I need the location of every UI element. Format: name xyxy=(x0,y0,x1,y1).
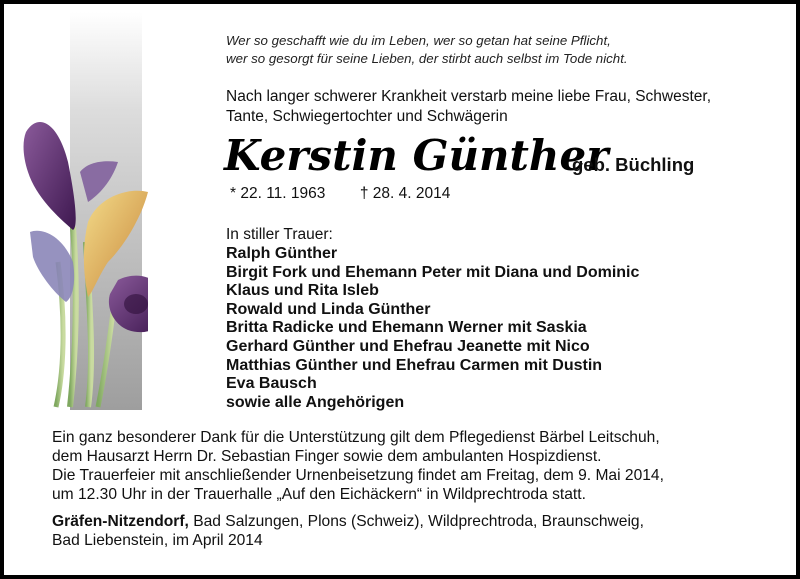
mourner-name: Rowald und Linda Günther xyxy=(226,300,431,318)
death-announcement xyxy=(226,87,786,127)
mourner-name: Eva Bausch xyxy=(226,375,317,393)
life-dates: * 22. 11. 1963 † 28. 4. 2014 xyxy=(230,185,451,202)
places-and-date xyxy=(52,512,792,550)
other-places: Bad Salzungen, Plons (Schweiz), Wildprechtroda, Braunschweig, xyxy=(188,513,644,530)
intro-line-1: Nach langer schwerer Krankheit verstarb meine liebe Frau, Schwester, xyxy=(226,88,712,105)
mourner-name: Klaus und Rita Isleb xyxy=(226,282,379,300)
calla-lily-icon xyxy=(18,12,148,412)
thanks-line-2: dem Hausarzt Herrn Dr. Sebastian Finger sowie dem ambulanten Hospizdienst. xyxy=(52,448,602,465)
mourner-name: Britta Radicke und Ehemann Werner mit Saskia xyxy=(226,319,587,337)
funeral-line-1: Die Trauerfeier mit anschließender Urnenbeisetzung findet am Freitag, dem 9. Mai 2014, xyxy=(52,467,664,484)
mourner-name: Matthias Günther und Ehefrau Carmen mit Dustin xyxy=(226,356,603,374)
mourning-heading: In stiller Trauer: xyxy=(226,226,333,243)
place-date-line: Bad Liebenstein, im April 2014 xyxy=(52,532,263,549)
primary-place: Gräfen-Nitzendorf, xyxy=(52,513,189,530)
memorial-quote xyxy=(226,32,786,68)
mourner-name: sowie alle Angehörigen xyxy=(226,393,405,411)
mourners-list xyxy=(226,245,786,412)
mourner-name: Birgit Fork und Ehemann Peter mit Diana und Dominic xyxy=(226,263,640,281)
mourner-name: Ralph Günther xyxy=(226,245,338,262)
deceased-name: Kerstin Günther xyxy=(224,131,609,180)
mourner-name: Gerhard Günther und Ehefrau Jeanette mit Nico xyxy=(226,337,590,355)
intro-line-2: Tante, Schwiegertochter und Schwägerin xyxy=(226,108,508,125)
maiden-name: geb. Büchling xyxy=(572,154,695,175)
thanks-and-funeral-info xyxy=(52,428,792,504)
quote-line-2: wer so gesorgt für seine Lieben, der stirbt auch selbst im Tode nicht. xyxy=(226,51,628,66)
funeral-line-2: um 12.30 Uhr in der Trauerhalle „Auf den Eichäckern“ in Wildprechtroda statt. xyxy=(52,486,586,503)
quote-line-1: Wer so geschafft wie du im Leben, wer so getan hat seine Pflicht, xyxy=(226,33,611,48)
thanks-line-1: Ein ganz besonderer Dank für die Unterstützung gilt dem Pflegedienst Bärbel Leitschuh, xyxy=(52,429,660,446)
